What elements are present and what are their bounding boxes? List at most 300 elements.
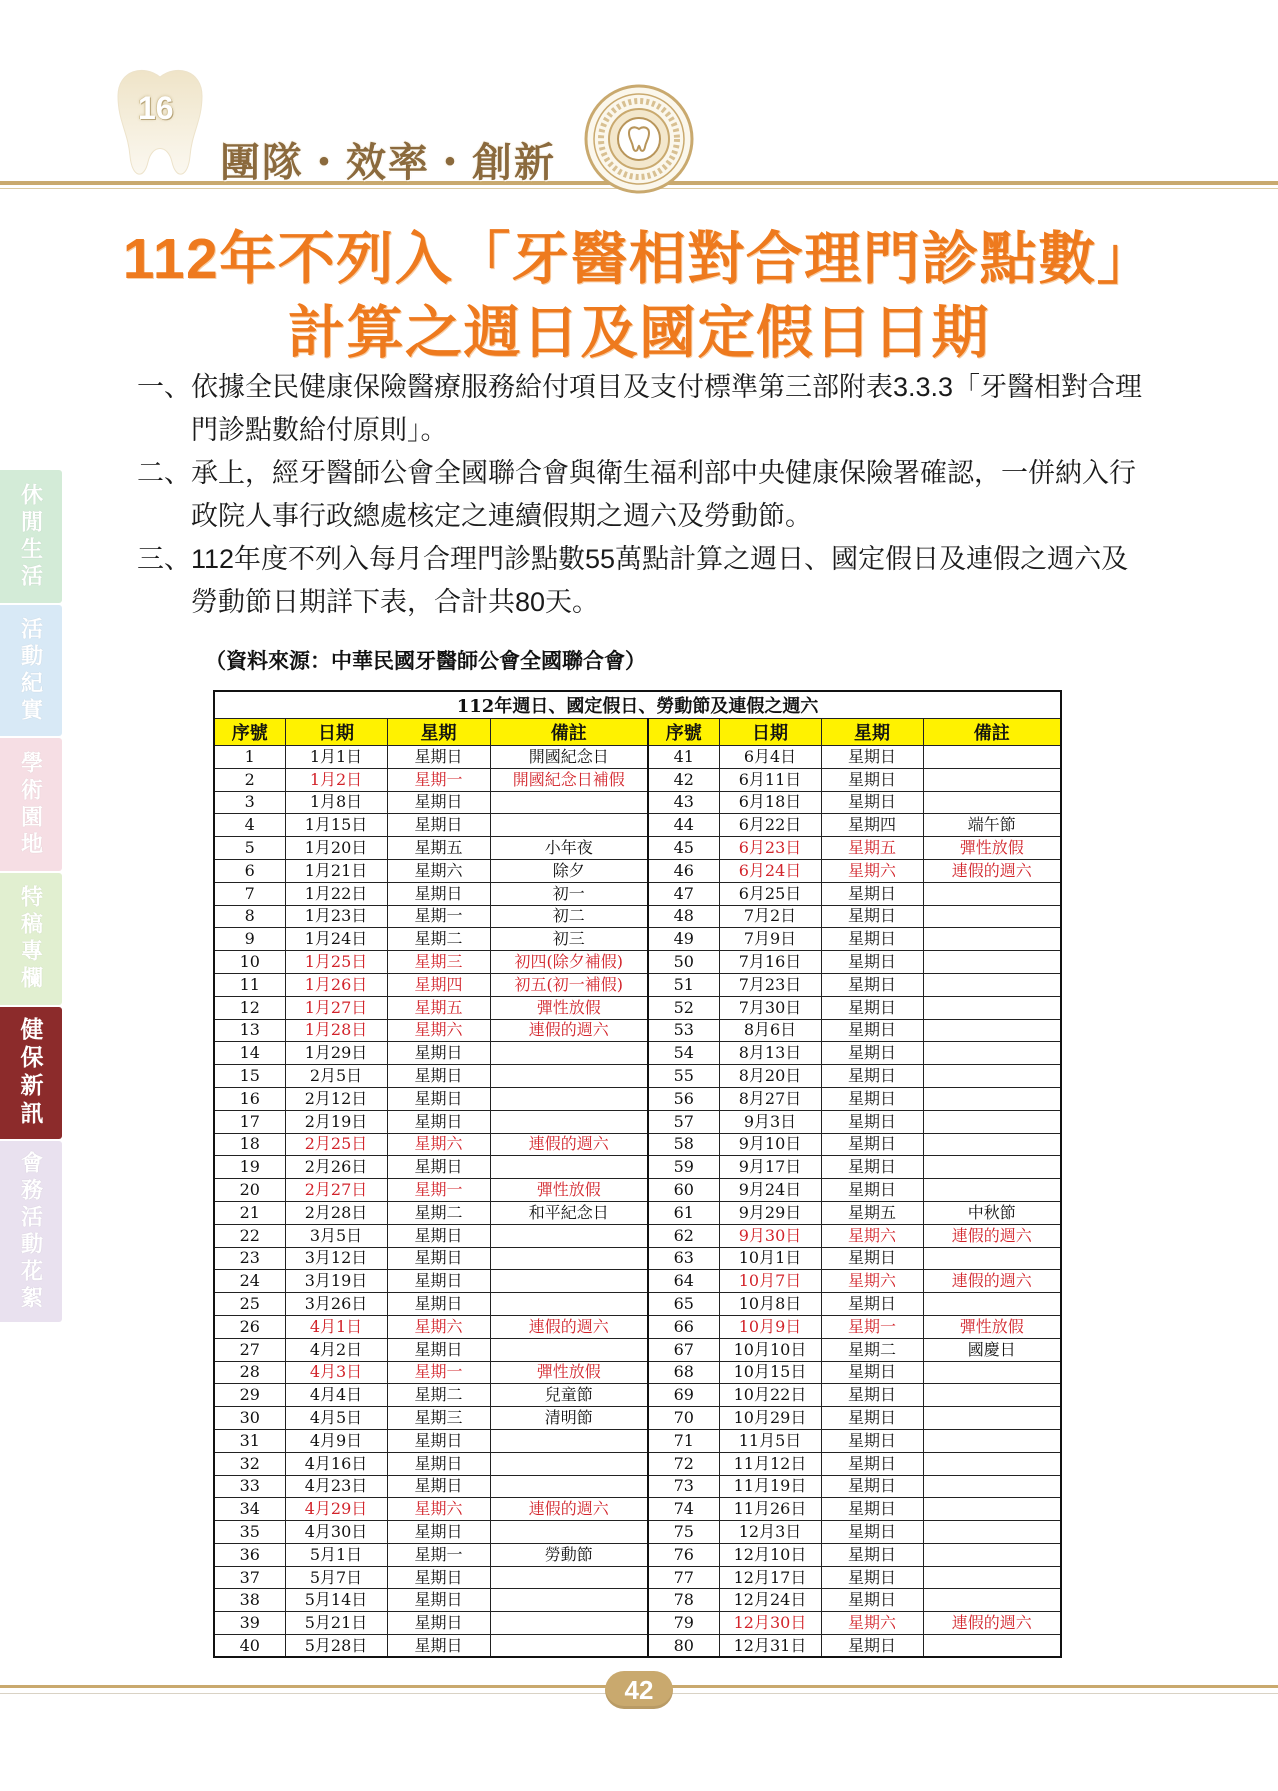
list-item — [137, 452, 1217, 538]
cell-weekday: 星期日 — [387, 814, 490, 837]
header-weekday: 星期 — [387, 719, 490, 746]
cell-note — [923, 1019, 1061, 1042]
cell-note — [923, 746, 1061, 769]
cell-date: 1月29日 — [285, 1042, 387, 1065]
cell-note — [490, 1429, 648, 1452]
cell-seq: 10 — [214, 951, 285, 974]
cell-weekday: 星期一 — [821, 1315, 923, 1338]
cell-weekday: 星期五 — [387, 837, 490, 860]
cell-weekday: 星期日 — [821, 1429, 923, 1452]
table-row — [214, 1361, 1061, 1384]
cell-date: 4月1日 — [285, 1315, 387, 1338]
table-row — [214, 1521, 1061, 1544]
table-row — [214, 1201, 1061, 1224]
cell-weekday: 星期五 — [821, 1201, 923, 1224]
cell-date: 4月30日 — [285, 1521, 387, 1544]
cell-seq: 80 — [648, 1635, 719, 1658]
cell-seq: 75 — [648, 1521, 719, 1544]
cell-date: 12月31日 — [719, 1635, 821, 1658]
cell-date: 6月23日 — [719, 837, 821, 860]
cell-seq: 76 — [648, 1543, 719, 1566]
cell-date: 1月22日 — [285, 882, 387, 905]
cell-note: 初三 — [490, 928, 648, 951]
cell-date: 9月30日 — [719, 1224, 821, 1247]
table-row — [214, 996, 1061, 1019]
cell-weekday: 星期三 — [387, 1407, 490, 1430]
cell-date: 6月22日 — [719, 814, 821, 837]
cell-weekday: 星期二 — [387, 1384, 490, 1407]
header-note: 備註 — [490, 719, 648, 746]
cell-note: 彈性放假 — [490, 1361, 648, 1384]
sidebar-tab-association-activities — [0, 1141, 62, 1322]
cell-weekday: 星期二 — [821, 1338, 923, 1361]
cell-seq: 72 — [648, 1452, 719, 1475]
cell-note: 開國紀念日補假 — [490, 768, 648, 791]
cell-note — [923, 905, 1061, 928]
cell-weekday: 星期六 — [387, 1019, 490, 1042]
holiday-table — [213, 690, 1062, 1658]
cell-note: 連假的週六 — [923, 1612, 1061, 1635]
cell-date: 4月4日 — [285, 1384, 387, 1407]
table-row — [214, 905, 1061, 928]
table-row — [214, 951, 1061, 974]
cell-date: 5月14日 — [285, 1589, 387, 1612]
cell-weekday: 星期日 — [821, 1247, 923, 1270]
sidebar-tab-feature-column — [0, 873, 62, 1005]
cell-note — [923, 1384, 1061, 1407]
cell-weekday: 星期日 — [387, 1452, 490, 1475]
cell-date: 11月26日 — [719, 1498, 821, 1521]
cell-seq: 8 — [214, 905, 285, 928]
cell-seq: 54 — [648, 1042, 719, 1065]
cell-note — [923, 1133, 1061, 1156]
cell-note — [923, 1065, 1061, 1088]
association-seal — [583, 83, 695, 195]
cell-weekday: 星期一 — [387, 1179, 490, 1202]
cell-note — [490, 1065, 648, 1088]
table-row — [214, 973, 1061, 996]
table-row — [214, 1110, 1061, 1133]
cell-date: 7月16日 — [719, 951, 821, 974]
cell-weekday: 星期日 — [821, 996, 923, 1019]
cell-seq: 40 — [214, 1635, 285, 1658]
cell-weekday: 星期三 — [387, 951, 490, 974]
cell-date: 3月19日 — [285, 1270, 387, 1293]
cell-seq: 13 — [214, 1019, 285, 1042]
table-row — [214, 837, 1061, 860]
cell-note — [923, 1087, 1061, 1110]
cell-seq: 62 — [648, 1224, 719, 1247]
cell-date: 4月16日 — [285, 1452, 387, 1475]
list-marker: 三、 — [137, 544, 191, 574]
table-row — [214, 746, 1061, 769]
table-row — [214, 1270, 1061, 1293]
cell-seq: 42 — [648, 768, 719, 791]
table-row — [214, 1087, 1061, 1110]
cell-note — [490, 791, 648, 814]
cell-note — [490, 814, 648, 837]
cell-seq: 46 — [648, 859, 719, 882]
cell-seq: 34 — [214, 1498, 285, 1521]
cell-date: 12月17日 — [719, 1566, 821, 1589]
cell-weekday: 星期日 — [387, 1087, 490, 1110]
cell-date: 12月10日 — [719, 1543, 821, 1566]
cell-date: 6月24日 — [719, 859, 821, 882]
cell-weekday: 星期日 — [387, 1635, 490, 1658]
cell-note — [490, 1521, 648, 1544]
cell-note — [490, 1293, 648, 1316]
cell-note: 彈性放假 — [490, 996, 648, 1019]
page-title-line-2: 計算之週日及國定假日日期 — [288, 301, 990, 365]
cell-seq: 58 — [648, 1133, 719, 1156]
cell-weekday: 星期日 — [387, 1065, 490, 1088]
cell-seq: 56 — [648, 1087, 719, 1110]
cell-note — [923, 1110, 1061, 1133]
table-title: 112年週日、國定假日、勞動節及連假之週六 — [214, 691, 1061, 719]
cell-seq: 6 — [214, 859, 285, 882]
cell-date: 2月27日 — [285, 1179, 387, 1202]
cell-weekday: 星期日 — [821, 1065, 923, 1088]
cell-weekday: 星期日 — [387, 746, 490, 769]
cell-note — [923, 1589, 1061, 1612]
cell-weekday: 星期日 — [821, 1179, 923, 1202]
cell-weekday: 星期日 — [387, 1042, 490, 1065]
cell-seq: 50 — [648, 951, 719, 974]
cell-weekday: 星期日 — [821, 1635, 923, 1658]
cell-seq: 53 — [648, 1019, 719, 1042]
cell-weekday: 星期一 — [387, 768, 490, 791]
cell-weekday: 星期日 — [387, 1270, 490, 1293]
cell-seq: 52 — [648, 996, 719, 1019]
cell-weekday: 星期日 — [387, 1521, 490, 1544]
table-row — [214, 1293, 1061, 1316]
table-header-row — [214, 719, 1061, 746]
cell-weekday: 星期日 — [821, 1407, 923, 1430]
cell-note — [923, 1361, 1061, 1384]
cell-seq: 17 — [214, 1110, 285, 1133]
cell-note: 國慶日 — [923, 1338, 1061, 1361]
table-row — [214, 1065, 1061, 1088]
cell-date: 8月6日 — [719, 1019, 821, 1042]
cell-note — [490, 1635, 648, 1658]
cell-weekday: 星期日 — [387, 1110, 490, 1133]
cell-weekday: 星期日 — [821, 768, 923, 791]
cell-seq: 25 — [214, 1293, 285, 1316]
cell-weekday: 星期日 — [821, 1452, 923, 1475]
cell-date: 4月5日 — [285, 1407, 387, 1430]
cell-weekday: 星期日 — [821, 1156, 923, 1179]
cell-note — [490, 1589, 648, 1612]
cell-seq: 11 — [214, 973, 285, 996]
cell-note — [923, 882, 1061, 905]
cell-date: 1月26日 — [285, 973, 387, 996]
cell-note — [923, 1452, 1061, 1475]
table-row — [214, 814, 1061, 837]
cell-seq: 35 — [214, 1521, 285, 1544]
cell-weekday: 星期日 — [387, 1224, 490, 1247]
cell-weekday: 星期二 — [387, 1201, 490, 1224]
cell-note — [923, 768, 1061, 791]
list-item — [137, 366, 1217, 452]
cell-note: 連假的週六 — [490, 1133, 648, 1156]
list-item-text: 政院人事行政總處核定之連續假期之週六及勞動節。 — [191, 501, 812, 531]
cell-seq: 31 — [214, 1429, 285, 1452]
cell-note: 端午節 — [923, 814, 1061, 837]
table-row — [214, 791, 1061, 814]
cell-date: 9月24日 — [719, 1179, 821, 1202]
cell-weekday: 星期日 — [821, 1384, 923, 1407]
cell-seq: 33 — [214, 1475, 285, 1498]
cell-note: 清明節 — [490, 1407, 648, 1430]
cell-seq: 24 — [214, 1270, 285, 1293]
cell-seq: 79 — [648, 1612, 719, 1635]
cell-date: 8月13日 — [719, 1042, 821, 1065]
cell-weekday: 星期日 — [387, 1429, 490, 1452]
cell-note — [490, 1452, 648, 1475]
list-item-text: 門診點數給付原則」。 — [191, 415, 448, 445]
cell-seq: 4 — [214, 814, 285, 837]
cell-date: 9月3日 — [719, 1110, 821, 1133]
cell-seq: 68 — [648, 1361, 719, 1384]
cell-weekday: 星期日 — [821, 1589, 923, 1612]
cell-note — [923, 1635, 1061, 1658]
table-row — [214, 1498, 1061, 1521]
table-row — [214, 1156, 1061, 1179]
table-row — [214, 1315, 1061, 1338]
cell-seq: 51 — [648, 973, 719, 996]
cell-date: 10月22日 — [719, 1384, 821, 1407]
sidebar-tab-nhi-news — [0, 1007, 62, 1139]
cell-seq: 66 — [648, 1315, 719, 1338]
sidebar-tab-label: 會務活動花絮 — [18, 1150, 44, 1313]
cell-note — [923, 791, 1061, 814]
cell-weekday: 星期日 — [821, 882, 923, 905]
header-seq: 序號 — [648, 719, 719, 746]
cell-seq: 21 — [214, 1201, 285, 1224]
cell-date: 2月28日 — [285, 1201, 387, 1224]
cell-date: 1月20日 — [285, 837, 387, 860]
cell-weekday: 星期日 — [821, 1019, 923, 1042]
cell-seq: 69 — [648, 1384, 719, 1407]
cell-weekday: 星期日 — [821, 1543, 923, 1566]
cell-seq: 70 — [648, 1407, 719, 1430]
cell-date: 1月27日 — [285, 996, 387, 1019]
cell-seq: 59 — [648, 1156, 719, 1179]
list-marker: 二、 — [137, 458, 191, 488]
cell-weekday: 星期日 — [821, 1042, 923, 1065]
cell-date: 2月12日 — [285, 1087, 387, 1110]
cell-weekday: 星期日 — [387, 1156, 490, 1179]
cell-seq: 28 — [214, 1361, 285, 1384]
cell-seq: 45 — [648, 837, 719, 860]
cell-date: 1月28日 — [285, 1019, 387, 1042]
table-row — [214, 1019, 1061, 1042]
cell-note: 和平紀念日 — [490, 1201, 648, 1224]
table-row — [214, 1338, 1061, 1361]
cell-seq: 63 — [648, 1247, 719, 1270]
cell-note: 中秋節 — [923, 1201, 1061, 1224]
cell-date: 5月7日 — [285, 1566, 387, 1589]
cell-date: 2月19日 — [285, 1110, 387, 1133]
cell-date: 5月21日 — [285, 1612, 387, 1635]
cell-note — [490, 1042, 648, 1065]
cell-seq: 44 — [648, 814, 719, 837]
cell-date: 11月5日 — [719, 1429, 821, 1452]
page-number: 42 — [605, 1671, 673, 1709]
table-row — [214, 1589, 1061, 1612]
cell-date: 1月24日 — [285, 928, 387, 951]
cell-seq: 55 — [648, 1065, 719, 1088]
cell-date: 6月4日 — [719, 746, 821, 769]
sidebar-tab-label: 特稿專欄 — [18, 885, 44, 993]
cell-seq: 3 — [214, 791, 285, 814]
cell-note — [923, 1179, 1061, 1202]
cell-seq: 7 — [214, 882, 285, 905]
cell-date: 7月9日 — [719, 928, 821, 951]
cell-seq: 18 — [214, 1133, 285, 1156]
cell-note — [923, 951, 1061, 974]
cell-weekday: 星期日 — [821, 1087, 923, 1110]
cell-weekday: 星期日 — [387, 882, 490, 905]
cell-note: 連假的週六 — [923, 859, 1061, 882]
cell-weekday: 星期日 — [821, 1293, 923, 1316]
cell-note — [923, 928, 1061, 951]
cell-weekday: 星期日 — [821, 791, 923, 814]
cell-seq: 22 — [214, 1224, 285, 1247]
cell-note: 連假的週六 — [490, 1019, 648, 1042]
cell-weekday: 星期日 — [821, 1475, 923, 1498]
cell-weekday: 星期日 — [821, 1566, 923, 1589]
cell-date: 6月11日 — [719, 768, 821, 791]
cell-note — [923, 1247, 1061, 1270]
cell-date: 10月15日 — [719, 1361, 821, 1384]
cell-date: 9月10日 — [719, 1133, 821, 1156]
header-date: 日期 — [285, 719, 387, 746]
cell-note: 連假的週六 — [490, 1315, 648, 1338]
page-title — [0, 222, 1278, 370]
table-row — [214, 1612, 1061, 1635]
cell-note: 初二 — [490, 905, 648, 928]
cell-note — [490, 1338, 648, 1361]
cell-date: 9月17日 — [719, 1156, 821, 1179]
cell-date: 1月15日 — [285, 814, 387, 837]
cell-seq: 61 — [648, 1201, 719, 1224]
cell-weekday: 星期日 — [821, 1361, 923, 1384]
list-item-text: 承上，經牙醫師公會全國聯合會與衛生福利部中央健康保險署確認，一併納入行 — [191, 458, 1136, 488]
list-item-text: 112年度不列入每月合理門診點數55萬點計算之週日、國定假日及連假之週六及 — [191, 544, 1129, 574]
cell-note: 開國紀念日 — [490, 746, 648, 769]
cell-seq: 14 — [214, 1042, 285, 1065]
cell-seq: 36 — [214, 1543, 285, 1566]
table-row — [214, 1452, 1061, 1475]
cell-date: 5月28日 — [285, 1635, 387, 1658]
cell-date: 3月26日 — [285, 1293, 387, 1316]
table-title-row — [214, 691, 1061, 719]
cell-seq: 29 — [214, 1384, 285, 1407]
table-row — [214, 1475, 1061, 1498]
cell-weekday: 星期一 — [387, 905, 490, 928]
cell-seq: 19 — [214, 1156, 285, 1179]
cell-weekday: 星期日 — [387, 1338, 490, 1361]
cell-weekday: 星期日 — [387, 1475, 490, 1498]
cell-weekday: 星期六 — [387, 859, 490, 882]
cell-note: 彈性放假 — [923, 837, 1061, 860]
table-row — [214, 1224, 1061, 1247]
cell-date: 11月19日 — [719, 1475, 821, 1498]
cell-weekday: 星期日 — [387, 1612, 490, 1635]
cell-date: 12月30日 — [719, 1612, 821, 1635]
cell-note — [923, 1521, 1061, 1544]
cell-seq: 41 — [648, 746, 719, 769]
cell-note: 連假的週六 — [923, 1224, 1061, 1247]
cell-note — [923, 1566, 1061, 1589]
cell-note — [923, 973, 1061, 996]
cell-weekday: 星期日 — [821, 951, 923, 974]
header-weekday: 星期 — [821, 719, 923, 746]
table-row — [214, 859, 1061, 882]
cell-seq: 57 — [648, 1110, 719, 1133]
list-item-text: 依據全民健康保險醫療服務給付項目及支付標準第三部附表3.3.3「牙醫相對合理 — [191, 372, 1143, 402]
table-row — [214, 1566, 1061, 1589]
cell-seq: 77 — [648, 1566, 719, 1589]
cell-weekday: 星期日 — [387, 1247, 490, 1270]
sidebar-tab-label: 休閒生活 — [18, 482, 44, 591]
cell-weekday: 星期日 — [821, 1110, 923, 1133]
cell-seq: 5 — [214, 837, 285, 860]
cell-date: 7月30日 — [719, 996, 821, 1019]
cell-date: 11月12日 — [719, 1452, 821, 1475]
cell-note: 連假的週六 — [923, 1270, 1061, 1293]
cell-seq: 1 — [214, 746, 285, 769]
list-item-text: 勞動節日期詳下表，合計共80天。 — [191, 587, 600, 617]
cell-weekday: 星期六 — [821, 1270, 923, 1293]
header-seq: 序號 — [214, 719, 285, 746]
cell-date: 2月25日 — [285, 1133, 387, 1156]
cell-note: 除夕 — [490, 859, 648, 882]
cell-weekday: 星期二 — [387, 928, 490, 951]
cell-seq: 71 — [648, 1429, 719, 1452]
table-row — [214, 1429, 1061, 1452]
cell-date: 1月8日 — [285, 791, 387, 814]
cell-weekday: 星期四 — [821, 814, 923, 837]
cell-date: 5月1日 — [285, 1543, 387, 1566]
cell-seq: 74 — [648, 1498, 719, 1521]
cell-date: 4月29日 — [285, 1498, 387, 1521]
cell-seq: 30 — [214, 1407, 285, 1430]
sidebar-tab-activity-records — [0, 605, 62, 736]
cell-weekday: 星期六 — [387, 1498, 490, 1521]
cell-seq: 64 — [648, 1270, 719, 1293]
cell-note: 彈性放假 — [923, 1315, 1061, 1338]
cell-seq: 32 — [214, 1452, 285, 1475]
cell-weekday: 星期日 — [821, 746, 923, 769]
list-item — [137, 538, 1217, 624]
cell-date: 1月21日 — [285, 859, 387, 882]
cell-weekday: 星期日 — [821, 905, 923, 928]
sidebar-tab-academic — [0, 738, 62, 871]
table-row — [214, 1407, 1061, 1430]
sidebar-tab-label: 健保新訊 — [17, 1017, 44, 1129]
cell-seq: 23 — [214, 1247, 285, 1270]
cell-weekday: 星期六 — [821, 1224, 923, 1247]
cell-weekday: 星期六 — [387, 1133, 490, 1156]
cell-date: 1月1日 — [285, 746, 387, 769]
cell-note — [490, 1087, 648, 1110]
cell-note — [923, 1498, 1061, 1521]
header-motto: 團隊・效率・創新 — [220, 141, 556, 185]
cell-weekday: 星期六 — [821, 859, 923, 882]
table-row — [214, 1384, 1061, 1407]
